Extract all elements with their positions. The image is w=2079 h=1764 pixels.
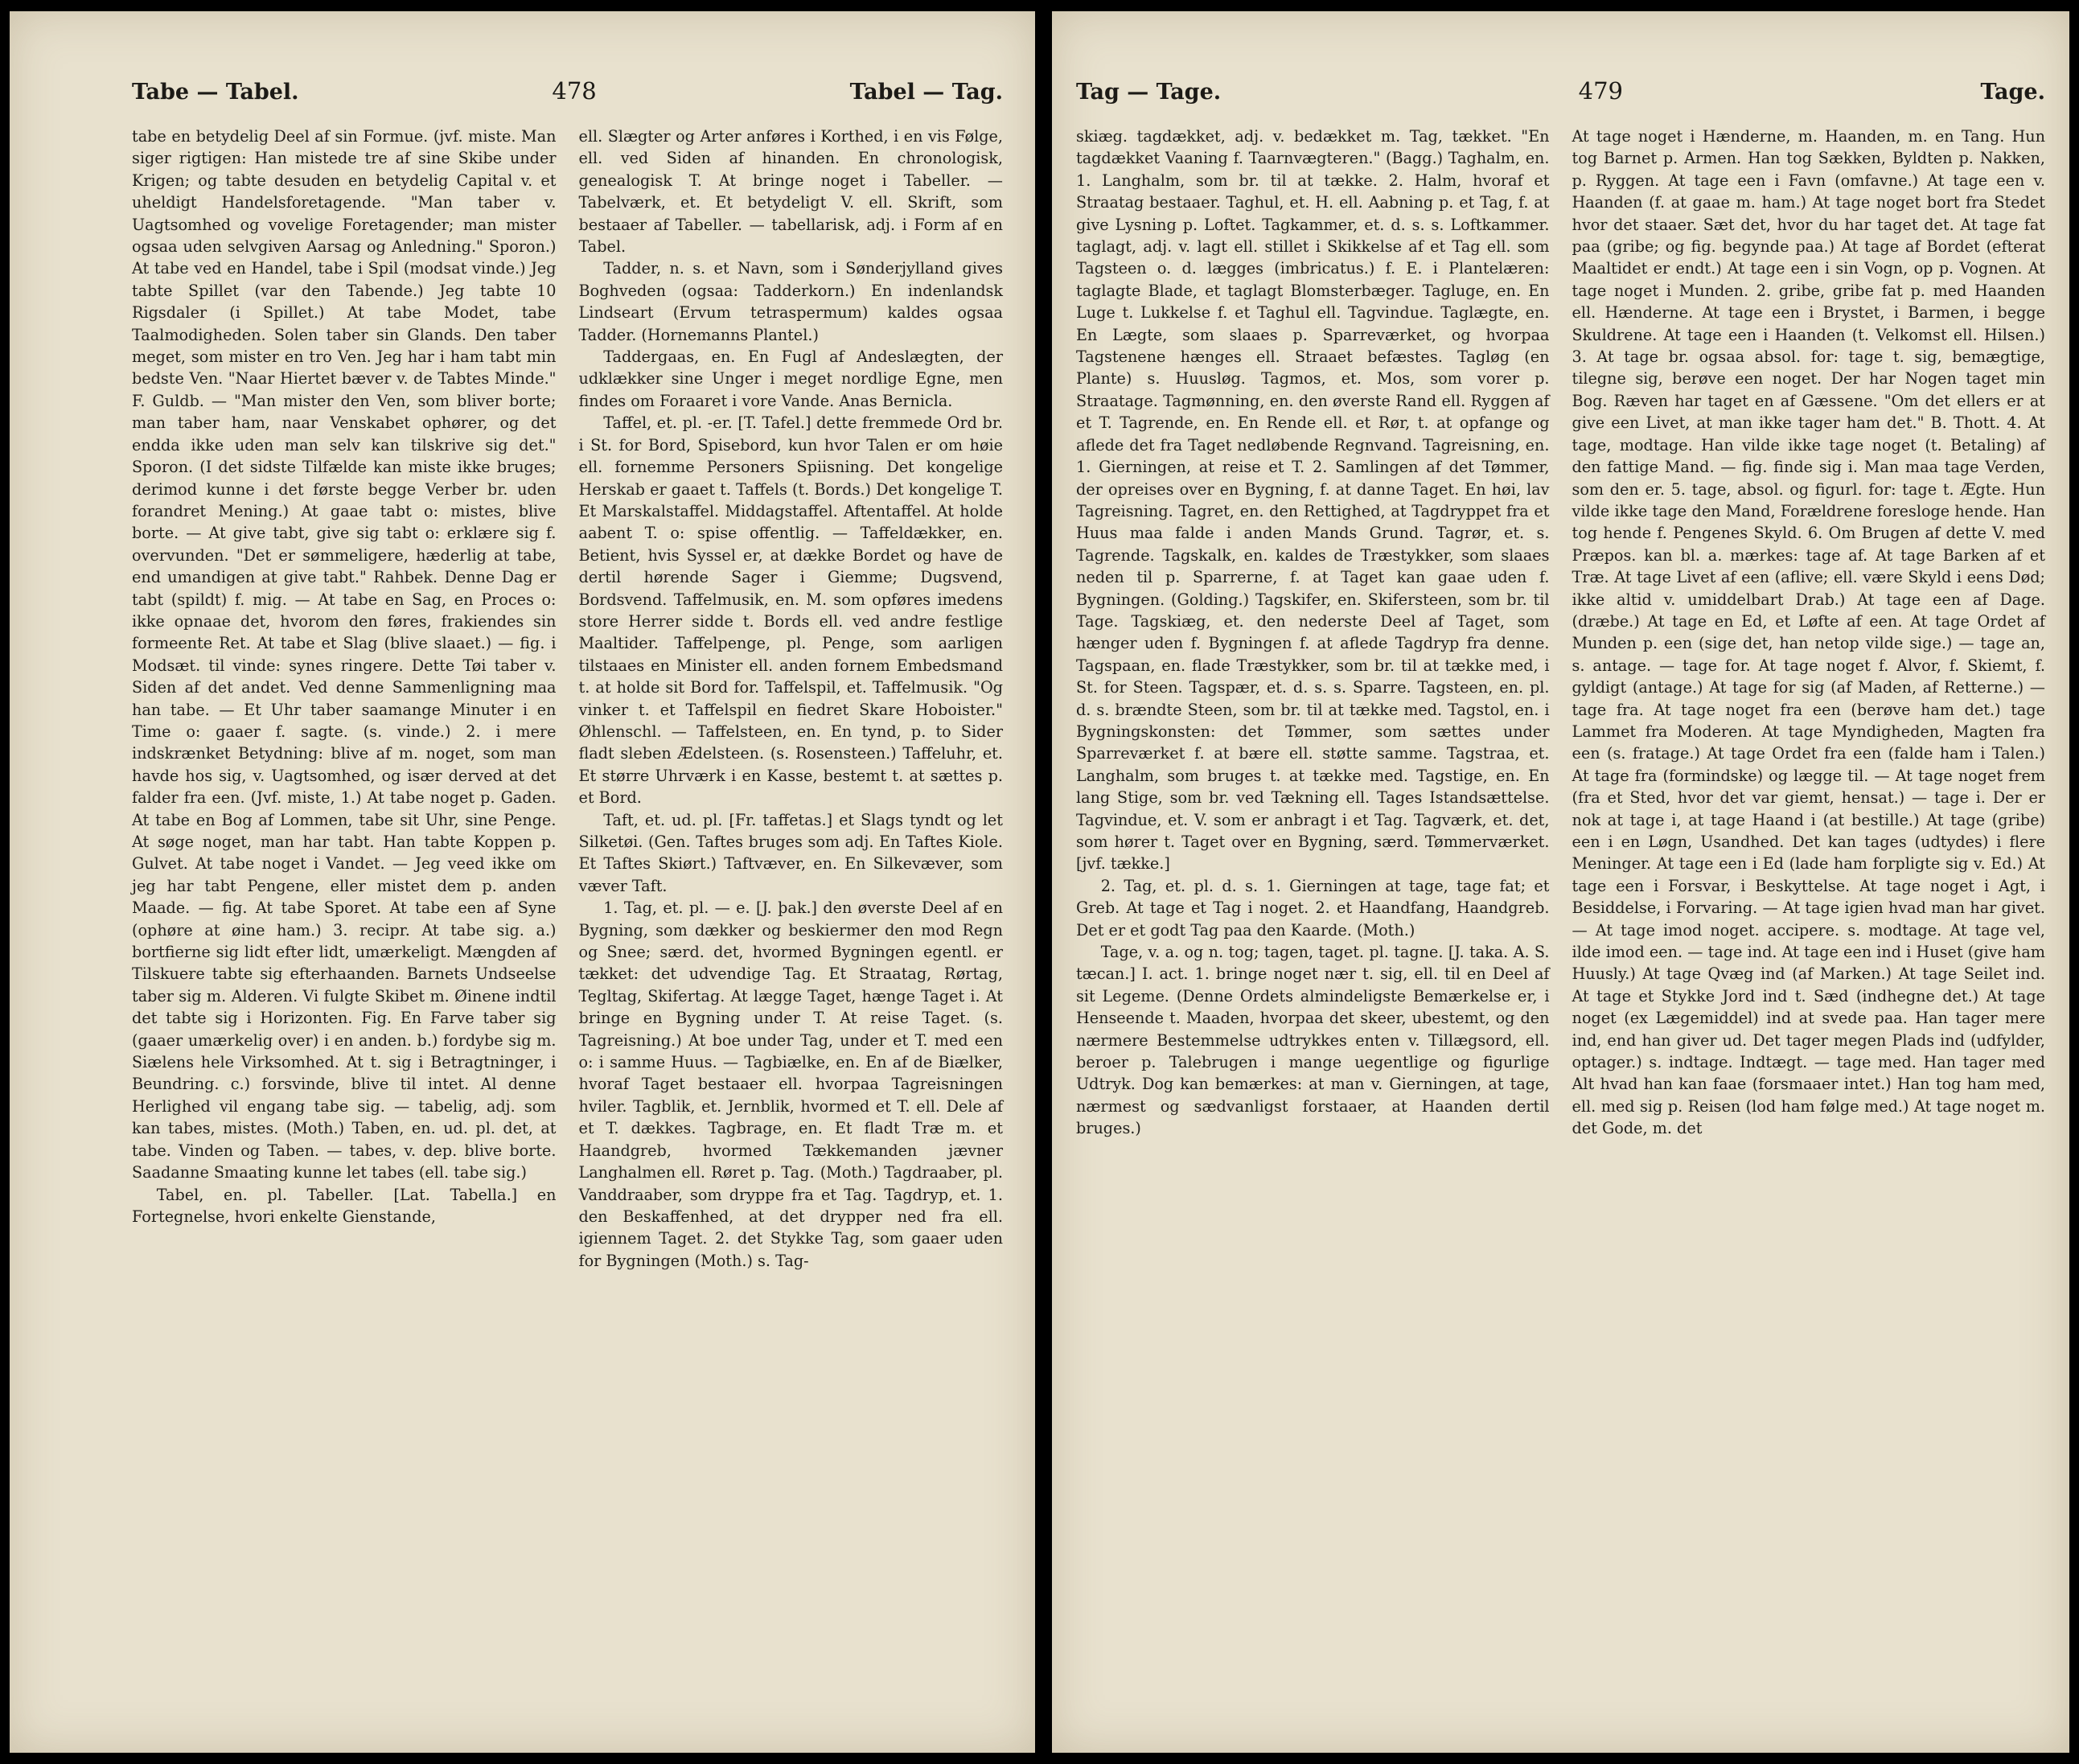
- text-columns: [1076, 125, 2045, 1140]
- column-1: [1076, 125, 1550, 1140]
- header-left: Tabe — Tabel.: [132, 80, 299, 105]
- page-number: 478: [552, 77, 597, 105]
- page-header: [132, 77, 1003, 117]
- text-columns: [132, 125, 1003, 1272]
- left-page: [10, 11, 1035, 1753]
- entry-paragraph: Tage, v. a. og n. tog; tagen, taget. pl. tagne. [J. taka. A. S. tæcan.] I. act. 1. bringe noget nær t. sig, ell. til en Deel af sit Legeme. (Denne Ordets almindeligste Bemærkelse er, i Henseende t. Maaden, hvorpaa det skeer, ubestemt, og den nærmere Bestemmelse udtrykkes enten v. Tillægsord, ell. beroer p. Talebrugen i mange uegentlige og figurlige Udtryk. Dog kan bemærkes: at man v. Gierningen, at tage, nærmest og sædvanligst forstaaer, at Haanden dertil bruges.): [1076, 943, 1550, 1138]
- column-2: [1572, 125, 2046, 1140]
- entry-paragraph: Taft, et. ud. pl. [Fr. taffetas.] et Slags tyndt og let Silketøi. (Gen. Taftes bruges som adj. En Taftes Kiole. Et Taftes Skiørt.) Taftvæver, en. En Silkevæver, som væver Taft.: [578, 810, 1003, 895]
- page-header: [1076, 77, 2045, 117]
- entry-paragraph: Taffel, et. pl. -er. [T. Tafel.] dette fremmede Ord br. i St. for Bord, Spisebord, kun hvor Talen er om høie ell. fornemme Personers Spiisning. Det kongelige Herskab er gaaet t. Taffels (t. Bords.) Det kongelige T. Et Marskalstaffel. Middagstaffel. Aftentaffel. At holde aabent T. o: spise offentlig. — Taffeldækker, en. Betient, hvis Syssel er, at dække Bordet og have de dertil hørende Sager i Giemme; Dugsvend, Bordsvend. Taffelmusik, en. M. som opføres imedens store Herrer sidde t. Bords ell. ved andre festlige Maaltider. Taffelpenge, pl. Penge, som aarligen tilstaaes en Minister ell. anden fornem Embedsmand t. at holde sit Bord for. Taffelspil, et. Taffelmusik. "Og vinker t. et Taffelspil en fiedret Skare Hoboister." Øhlenschl. — Taffelsteen, en. En tynd, p. to Sider fladt sleben Ædelsteen. (s. Rosensteen.) Taffeluhr, et. Et større Uhrværk i en Kasse, bestemt t. at sættes p. et Bord.: [578, 413, 1003, 808]
- right-page: [1052, 11, 2069, 1753]
- page-number: 479: [1578, 77, 1624, 105]
- column-1: [132, 125, 557, 1272]
- entry-paragraph: skiæg. tagdækket, adj. v. bedækket m. Tag, tækket. "En tagdækket Vaaning f. Taarnvægteren." (Bagg.) Taghalm, en. 1. Langhalm, som br. til at tække. 2. Halm, hvoraf et Straatag bestaaer. Taghul, et. H. ell. Aabning p. et Tag, f. at give Lysning p. Loftet. Tagkammer, et. d. s. s. Loftkammer. taglagt, adj. v. lagt ell. stillet i Skikkelse af et Tag ell. som Tagsteen o. d. lægges (imbricatus.) f. E. i Plantelæren: taglagte Blade, et taglagt Blomsterbæger. Tagluge, en. En Luge t. Lukkelse f. et Taghul ell. Tagvindue. Taglægte, en. En Lægte, som slaaes p. Sparreværket, og hvorpaa Tagstenene hænges ell. Straaet befæstes. Tagløg (en Plante) s. Huusløg. Tagmos, et. Mos, som vorer p. Straatage. Tagmønning, en. den øverste Rand ell. Ryggen af et T. Tagrende, en. En Rende ell. et Rør, t. at opfange og aflede det fra Taget nedløbende Regnvand. Tagreisning, en. 1. Gierningen, at reise et T. 2. Samlingen af det Tømmer, der opreises over en Bygning, f. at danne Taget. En høi, lav Tagreisning. Tagret, en. den Rettighed, at Tagdryppet fra et Huus maa falde i anden Mands Grund. Tagrør, et. s. Tagrende. Tagskalk, en. kaldes de Træstykker, som slaaes neden til p. Sparrerne, f. at Taget kan gaae uden f. Bygningen. (Golding.) Tagskifer, en. Skifersteen, som br. til Tage. Tagskiæg, et. den nederste Deel af Taget, som hænger uden f. Bygningen f. at aflede Tagdryp fra denne. Tagspaan, en. flade Træstykker, som br. til at tække med, i St. for Steen. Tagspær, et. d. s. s. Sparre. Tagsteen, en. pl. d. s. brændte Steen, som br. til at tække med. Tagstol, en. i Bygningskonsten: det Tømmer, som sættes under Sparreværket f. at bære ell. støtte samme. Tagstraa, et. Langhalm, som bruges t. at tække med. Tagstige, en. En lang Stige, som br. ved Tækning ell. Tages Istandsættelse. Tagvindue, et. V. som er anbragt i et Tag. Tagværk, et. det, som hører t. Taget over en Bygning, særd. Tømmerværket. [jvf. tække.]: [1076, 127, 1550, 874]
- entry-paragraph: tabe en betydelig Deel af sin Formue. (jvf. miste. Man siger rigtigen: Han mistede tre af sine Skibe under Krigen; og tabte desuden en betydelig Capital v. et uheldigt Handelsforetagende. "Man taber v. Uagtsomhed og vovelige Foretagender; man mister ogsaa uden selvgiven Aarsag og Anledning." Sporon.) At tabe ved en Handel, tabe i Spil (modsat vinde.) Jeg tabte Spillet (var den Tabende.) Jeg tabte 10 Rigsdaler (i Spillet.) At tabe Modet, tabe Taalmodigheden. Solen taber sin Glands. Den taber meget, som mister en tro Ven. Jeg har i ham tabt min bedste Ven. "Naar Hiertet bæver v. de Tabtes Minde." F. Guldb. — "Man mister den Ven, som bliver borte; man taber ham, naar Venskabet ophører, og det endda ikke uden man selv kan tilskrive sig det." Sporon. (I det sidste Tilfælde kan miste ikke bruges; derimod kunne i det første begge Verber br. uden forandret Mening.) At gaae tabt o: mistes, blive borte. — At give tabt, give sig tabt o: erklære sig f. overvunden. "Det er sømmeligere, hæderlig at tabe, end umandigen at give tabt." Rahbek. Denne Dag er tabt (spildt) f. mig. — At tabe en Sag, en Proces o: ikke opnaae det, hvorom den føres, frakiendes sin formeente Ret. At tabe et Slag (blive slaaet.) — fig. i Modsæt. til vinde: synes ringere. Dette Tøi taber v. Siden af det andet. Ved denne Sammenligning maa han tabe. — Et Uhr taber saamange Minuter i en Time o: gaaer f. sagte. (s. vinde.) 2. i mere indskrænket Betydning: blive af m. noget, som man havde hos sig, v. Uagtsomhed, og især derved at det falder fra een. (Jvf. miste, 1.) At tabe noget p. Gaden. At tabe en Bog af Lommen, tabe sit Uhr, sine Penge. At søge noget, man har tabt. Han tabte Koppen p. Gulvet. At tabe noget i Vandet. — Jeg veed ikke om jeg har tabt Pengene, eller mistet dem p. anden Maade. — fig. At tabe Sporet. At tabe een af Syne (ophøre at øine ham.) 3. recipr. At tabe sig. a.) bortfierne sig lidt efter lidt, umærkeligt. Mængden af Tilskuere tabte sig efterhaanden. Barnets Undseelse taber sig m. Alderen. Vi fulgte Skibet m. Øinene indtil det tabte sig i Horizonten. Fig. En Farve taber sig (gaaer umærkelig over) i en anden. b.) fordybe sig m. Siælens hele Virksomhed. At t. sig i Betragtninger, i Beundring. c.) forsvinde, blive til intet. Al denne Herlighed vil engang tabe sig. — tabelig, adj. som kan tabes, mistes. (Moth.) Taben, en. ud. pl. det, at tabe. Vinden og Taben. — tabes, v. dep. blive borte. Saadanne Smaating kunne let tabes (ell. tabe sig.): [132, 127, 557, 1182]
- header-right: Tage.: [1980, 80, 2045, 105]
- entry-paragraph: 1. Tag, et. pl. — e. [J. þak.] den øverste Deel af en Bygning, som dækker og beskiermer den mod Regn og Snee; særd. det, hvormed Bygningen egentl. er tækket: det udvendige Tag. Et Straatag, Rørtag, Tegltag, Skifertag. At lægge Taget, hænge Taget i. At bringe en Bygning under T. At reise Taget. (s. Tagreisning.) At boe under Tag, under et T. med een o: i samme Huus. — Tagbiælke, en. En af de Biælker, hvoraf Taget bestaaer ell. hvorpaa Tagreisningen hviler. Tagblik, et. Jernblik, hvormed et T. ell. Dele af et T. dækkes. Tagbrage, en. Et fladt Træ m. et Haandgreb, hvormed Tækkemanden jævner Langhalmen ell. Røret p. Tag. (Moth.) Tagdraaber, pl. Vanddraaber, som dryppe fra et Tag. Tagdryp, et. 1. den Beskaffenhed, at det drypper ned fra ell. igiennem Taget. 2. det Stykke Tag, som gaaer uden for Bygningen (Moth.) s. Tag-: [578, 898, 1003, 1270]
- entry-paragraph: 2. Tag, et. pl. d. s. 1. Gierningen at tage, tage fat; et Greb. At tage et Tag i noget. 2. et Haandfang, Haandgreb. Det er et godt Tag paa den Kaarde. (Moth.): [1076, 876, 1550, 940]
- entry-paragraph: At tage noget i Hænderne, m. Haanden, m. en Tang. Hun tog Barnet p. Armen. Han tog Sækken, Byldten p. Nakken, p. Ryggen. At tage een i Favn (omfavne.) At tage een v. Haanden (f. at gaae m. ham.) At tage noget bort fra Stedet hvor det staaer. Sæt det, hvor du har taget det. At tage fat paa (gribe; og fig. begynde paa.) At tage af Bordet (efterat Maaltidet er endt.) At tage een i sin Vogn, op p. Vognen. At tage noget i Munden. 2. gribe, gribe fat p. med Haanden ell. Hænderne. At tage een i Brystet, i Barmen, i begge Skuldrene. At tage een i Haanden (t. Velkomst ell. Hilsen.) 3. At tage br. ogsaa absol. for: tage t. sig, bemægtige, tilegne sig, berøve een noget. Der har Nogen taget min Bog. Ræven har taget en af Gæssene. "Om det ellers er at give een Livet, at man ikke tager ham det." B. Thott. 4. At tage, modtage. Han vilde ikke tage noget (t. Betaling) af den fattige Mand. — fig. finde sig i. Man maa tage Verden, som den er. 5. tage, absol. og figurl. for: tage t. Ægte. Hun vilde ikke tage den Mand, Forældrene foresloge hende. Han tog hende f. Pengenes Skyld. 6. Om Brugen af dette V. med Præpos. kan bl. a. mærkes: tage af. At tage Barken af et Træ. At tage Livet af een (aflive; ell. være Skyld i eens Død; ikke altid v. umiddelbart Drab.) At tage een af Dage. (dræbe.) At tage en Ed, et Løfte af een. At tage Ordet af Munden p. een (sige det, han netop vilde sige.) — tage an, s. antage. — tage for. At tage noget f. Alvor, f. Skiemt, f. gyldigt (antage.) At tage for sig (af Maden, af Retterne.) — tage fra. At tage noget fra een (berøve ham det.) tage Lammet fra Moderen. At tage Myndigheden, Magten fra een (s. fratage.) At tage Ordet fra een (falde ham i Talen.) At tage fra (formindske) og lægge til. — At tage noget frem (fra et Sted, hvor det var giemt, hensat.) — tage i. Der er nok at tage i, at tage Haand i (at bestille.) At tage (gribe) een i en Løgn, Usandhed. Det kan tages (udtydes) i flere Meninger. At tage een i Ed (lade ham forpligte sig v. Ed.) At tage een i Forsvar, i Beskyttelse. At tage noget i Agt, i Besiddelse, i Forvaring. — At tage igien hvad man har givet. — At tage imod noget. accipere. s. modtage. At tage vel, ilde imod een. — tage ind. At tage een ind i Huset (give ham Huusly.) At tage Qvæg ind (af Marken.) At tage Seilet ind. At tage et Stykke Jord ind t. Sæd (indhegne det.) At tage noget (ex Lægemiddel) ind at svede paa. Han tager mere ind, end han giver ud. Det tager megen Plads ind (udfylder, optager.) s. indtage. Indtægt. — tage med. Han tager med Alt hvad han kan faae (forsmaaer intet.) Han tog ham med, ell. med sig p. Reisen (lod ham følge med.) At tage noget m. det Gode, m. det: [1572, 127, 2045, 1138]
- entry-paragraph: Taddergaas, en. En Fugl af Andeslægten, der udklækker sine Unger i meget nordlige Egne, men findes om Foraaret i vore Vande. Anas Bernicla.: [578, 347, 1003, 410]
- column-2: [579, 125, 1004, 1272]
- entry-paragraph: Tadder, n. s. et Navn, som i Sønderjylland gives Boghveden (ogsaa: Tadderkorn.) En indenlandsk Lindseart (Ervum tetraspermum) kaldes ogsaa Tadder. (Hornemanns Plantel.): [578, 259, 1003, 344]
- entry-paragraph: Tabel, en. pl. Tabeller. [Lat. Tabella.] en Fortegnelse, hvori enkelte Gienstande,: [132, 1185, 557, 1226]
- entry-paragraph: ell. Slægter og Arter anføres i Korthed, i en vis Følge, ell. ved Siden af hinanden. En chronologisk, genealogisk T. At bringe noget i Tabeller. — Tabelværk, et. Et betydeligt V. ell. Skrift, som bestaaer af Tabeller. — tabellarisk, adj. i Form af en Tabel.: [578, 127, 1003, 257]
- header-right: Tabel — Tag.: [849, 80, 1003, 105]
- header-left: Tag — Tage.: [1076, 80, 1222, 105]
